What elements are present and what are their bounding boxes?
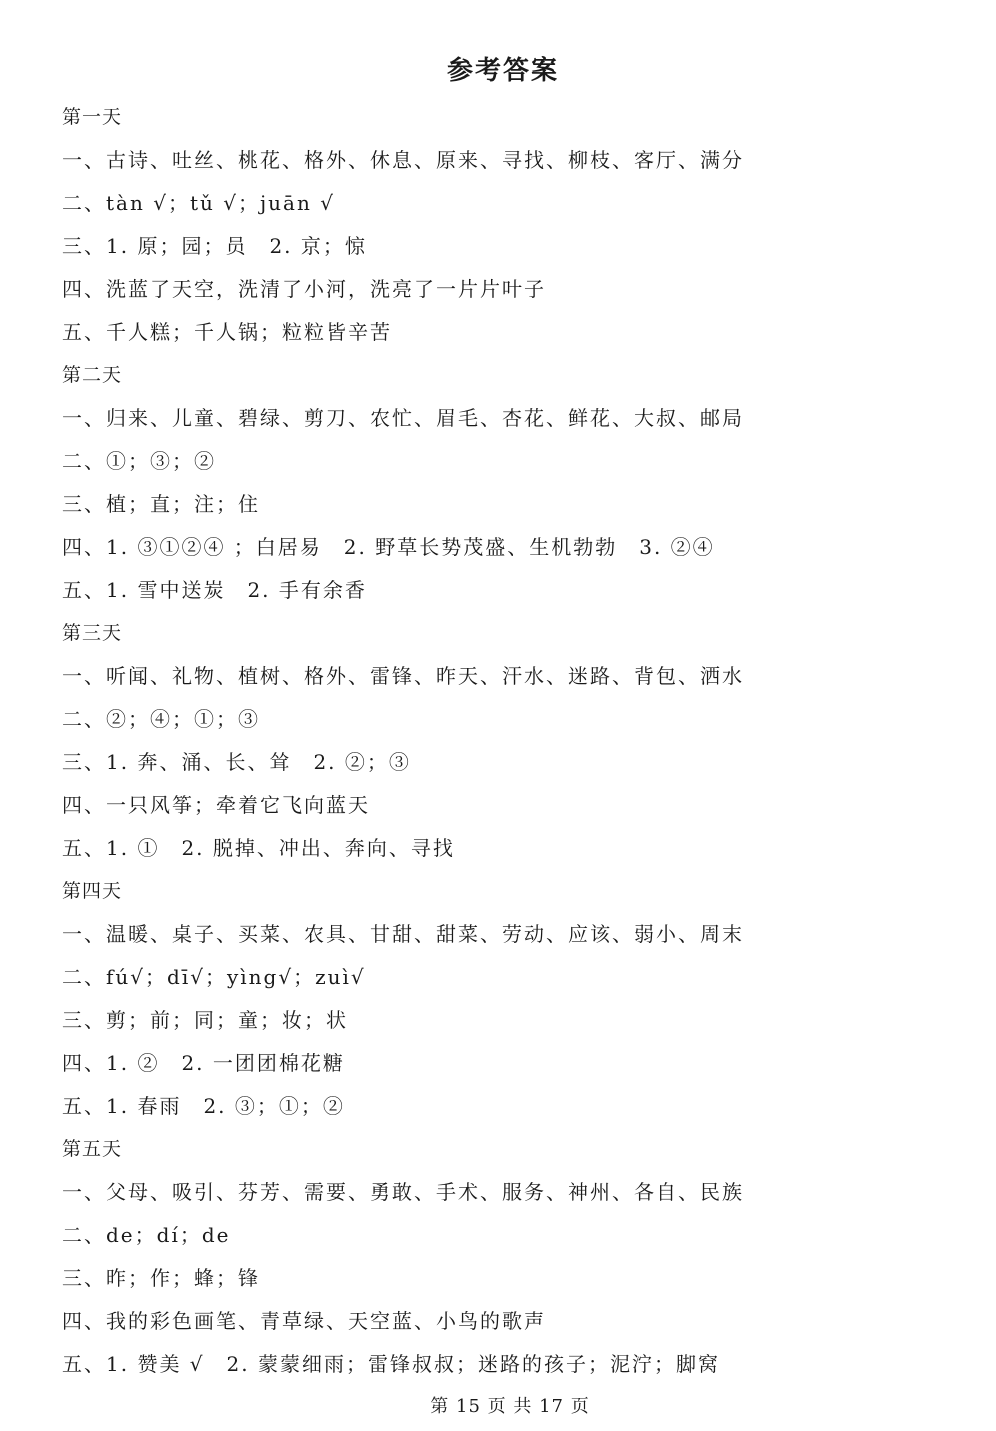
answer-line: 三、1. 原；园；员 2. 京；惊 — [62, 234, 367, 258]
answer-line: 四、我的彩色画笔、青草绿、天空蓝、小鸟的歌声 — [62, 1309, 546, 1333]
page-number-footer: 第 15 页 共 17 页 — [430, 1396, 590, 1417]
day-heading: 第一天 — [62, 106, 123, 128]
day-heading: 第四天 — [62, 880, 123, 902]
answer-line: 三、植；直；注；住 — [62, 492, 260, 516]
answer-line: 四、1. ② 2. 一团团棉花糖 — [62, 1051, 345, 1075]
answer-line: 三、剪；前；同；童；妆；状 — [62, 1008, 348, 1032]
answer-line: 二、①；③；② — [62, 449, 216, 473]
answer-line: 四、洗蓝了天空，洗清了小河，洗亮了一片片叶子 — [62, 277, 546, 301]
answer-line: 二、②；④；①；③ — [62, 707, 260, 731]
day-heading: 第二天 — [62, 364, 123, 386]
answer-line: 五、1. 春雨 2. ③；①；② — [62, 1094, 345, 1118]
answer-line: 一、归来、儿童、碧绿、剪刀、农忙、眉毛、杏花、鲜花、大叔、邮局 — [62, 406, 744, 430]
answer-line: 二、tàn √；tǔ √；juān √ — [62, 191, 335, 215]
answer-line: 一、古诗、吐丝、桃花、格外、休息、原来、寻找、柳枝、客厅、满分 — [62, 148, 744, 172]
day-heading: 第三天 — [62, 622, 123, 644]
answer-line: 五、1. 赞美 √ 2. 蒙蒙细雨；雷锋叔叔；迷路的孩子；泥泞；脚窝 — [62, 1352, 720, 1376]
answer-line: 五、1. ① 2. 脱掉、冲出、奔向、寻找 — [62, 836, 455, 860]
answer-line: 三、1. 奔、涌、长、耸 2. ②；③ — [62, 750, 411, 774]
answer-line: 五、1. 雪中送炭 2. 手有余香 — [62, 578, 367, 602]
answer-line: 五、千人糕；千人锅；粒粒皆辛苦 — [62, 320, 392, 344]
answer-line: 一、父母、吸引、芬芳、需要、勇敢、手术、服务、神州、各自、民族 — [62, 1180, 744, 1204]
day-heading: 第五天 — [62, 1138, 123, 1160]
answer-line: 四、1. ③①②④ ；白居易 2. 野草长势茂盛、生机勃勃 3. ②④ — [62, 535, 715, 559]
answer-line: 一、温暖、桌子、买菜、农具、甘甜、甜菜、劳动、应该、弱小、周末 — [62, 922, 744, 946]
page-title: 参考答案 — [446, 56, 559, 86]
answer-line: 二、fú√；dī√；yìng√；zuì√ — [62, 965, 366, 989]
answer-line: 一、听闻、礼物、植树、格外、雷锋、昨天、汗水、迷路、背包、洒水 — [62, 664, 744, 688]
answer-line: 二、de；dí；de — [62, 1223, 231, 1247]
answer-content — [62, 96, 942, 1386]
answer-line: 三、昨；作；蜂；锋 — [62, 1266, 260, 1290]
answer-line: 四、一只风筝；牵着它飞向蓝天 — [62, 793, 370, 817]
